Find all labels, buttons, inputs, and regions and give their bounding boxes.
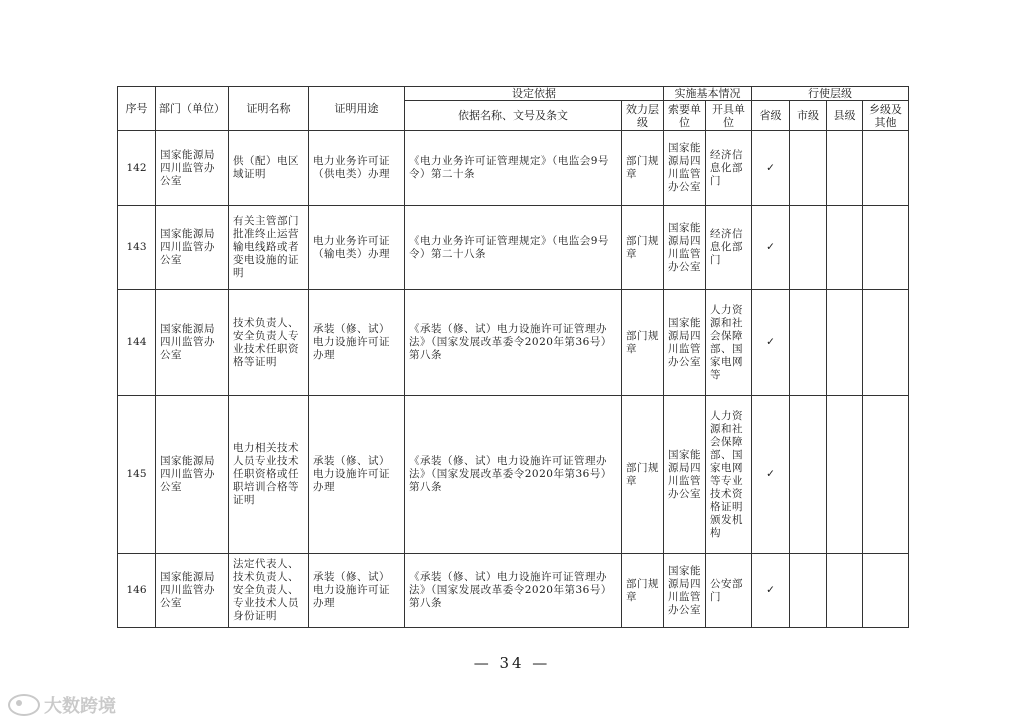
- cell-cert-name: 供（配）电区域证明: [229, 131, 309, 206]
- header-basis-doc: 依据名称、文号及条文: [405, 101, 622, 131]
- cell-town: [863, 206, 909, 290]
- header-basis-group: 设定依据: [405, 87, 664, 101]
- cell-cert-name: 法定代表人、技术负责人、安全负责人、专业技术人员身份证明: [229, 554, 309, 628]
- header-impl-req: 索要单位: [664, 101, 706, 131]
- watermark: [8, 692, 116, 718]
- header-impl-issue: 开具单位: [706, 101, 752, 131]
- table-row: [118, 131, 909, 206]
- header-cert-use: 证明用途: [309, 87, 405, 131]
- cell-dept: 国家能源局四川监管办公室: [156, 554, 229, 628]
- cell-basis-level: 部门规章: [622, 131, 664, 206]
- cell-province-check: ✓: [752, 290, 790, 396]
- cell-seq: 145: [118, 396, 156, 554]
- cell-dept: 国家能源局四川监管办公室: [156, 206, 229, 290]
- cell-province-check: ✓: [752, 554, 790, 628]
- table-row: [118, 290, 909, 396]
- page-number: — 34 —: [473, 654, 551, 672]
- cell-basis-level: 部门规章: [622, 554, 664, 628]
- header-county: 县级: [827, 101, 863, 131]
- cell-dept: 国家能源局四川监管办公室: [156, 290, 229, 396]
- cell-cert-use: 电力业务许可证（输电类）办理: [309, 206, 405, 290]
- cell-city: [790, 290, 827, 396]
- header-cert-name: 证明名称: [229, 87, 309, 131]
- header-impl-group: 实施基本情况: [664, 87, 752, 101]
- cell-county: [827, 554, 863, 628]
- table-row: [118, 206, 909, 290]
- cell-county: [827, 131, 863, 206]
- cell-impl-issue: 人力资源和社会保障部、国家电网等: [706, 290, 752, 396]
- cell-seq: 146: [118, 554, 156, 628]
- header-town: 乡级及其他: [863, 101, 909, 131]
- cell-county: [827, 290, 863, 396]
- cell-county: [827, 206, 863, 290]
- cell-county: [827, 396, 863, 554]
- cell-town: [863, 554, 909, 628]
- cell-province-check: ✓: [752, 206, 790, 290]
- header-province: 省级: [752, 101, 790, 131]
- speech-bubble-icon: [8, 694, 40, 716]
- cell-impl-req: 国家能源局四川监管办公室: [664, 554, 706, 628]
- cell-seq: 142: [118, 131, 156, 206]
- cell-province-check: ✓: [752, 131, 790, 206]
- table-row: [118, 396, 909, 554]
- cell-impl-issue: 经济信息化部门: [706, 131, 752, 206]
- header-admin-group: 行使层级: [752, 87, 909, 101]
- watermark-text: 大数跨境: [44, 696, 116, 717]
- cell-basis-level: 部门规章: [622, 396, 664, 554]
- cell-province-check: ✓: [752, 396, 790, 554]
- cell-cert-name: 电力相关技术人员专业技术任职资格或任职培训合格等证明: [229, 396, 309, 554]
- cell-basis-level: 部门规章: [622, 206, 664, 290]
- cell-basis-doc: 《承装（修、试）电力设施许可证管理办法》（国家发展改革委令2020年第36号）第八条: [405, 396, 622, 554]
- header-seq: 序号: [118, 87, 156, 131]
- cell-impl-req: 国家能源局四川监管办公室: [664, 206, 706, 290]
- cell-impl-req: 国家能源局四川监管办公室: [664, 396, 706, 554]
- cell-basis-doc: 《电力业务许可证管理规定》（电监会9号令）第二十八条: [405, 206, 622, 290]
- cell-basis-doc: 《承装（修、试）电力设施许可证管理办法》（国家发展改革委令2020年第36号）第八条: [405, 290, 622, 396]
- cell-basis-doc: 《承装（修、试）电力设施许可证管理办法》（国家发展改革委令2020年第36号）第八条: [405, 554, 622, 628]
- header-basis-level: 效力层级: [622, 101, 664, 131]
- cell-town: [863, 396, 909, 554]
- cell-impl-issue: 经济信息化部门: [706, 206, 752, 290]
- cell-city: [790, 554, 827, 628]
- table-row: [118, 554, 909, 628]
- header-city: 市级: [790, 101, 827, 131]
- header-dept: 部门（单位）: [156, 87, 229, 131]
- cell-dept: 国家能源局四川监管办公室: [156, 396, 229, 554]
- cell-town: [863, 290, 909, 396]
- cell-cert-use: 承装（修、试）电力设施许可证办理: [309, 554, 405, 628]
- header-row-top: [118, 87, 909, 101]
- cell-cert-use: 承装（修、试）电力设施许可证办理: [309, 290, 405, 396]
- cell-city: [790, 396, 827, 554]
- cell-cert-use: 承装（修、试）电力设施许可证办理: [309, 396, 405, 554]
- cell-seq: 144: [118, 290, 156, 396]
- cell-dept: 国家能源局四川监管办公室: [156, 131, 229, 206]
- cell-basis-doc: 《电力业务许可证管理规定》（电监会9号令）第二十条: [405, 131, 622, 206]
- cell-city: [790, 131, 827, 206]
- cell-town: [863, 131, 909, 206]
- cell-impl-issue: 公安部门: [706, 554, 752, 628]
- cell-seq: 143: [118, 206, 156, 290]
- cell-cert-name: 技术负责人、安全负责人专业技术任职资格等证明: [229, 290, 309, 396]
- cell-basis-level: 部门规章: [622, 290, 664, 396]
- cell-cert-name: 有关主管部门批准终止运营输电线路或者变电设施的证明: [229, 206, 309, 290]
- cell-city: [790, 206, 827, 290]
- cell-impl-issue: 人力资源和社会保障部、国家电网等专业技术资格证明颁发机构: [706, 396, 752, 554]
- certificate-table: [117, 86, 909, 628]
- cell-cert-use: 电力业务许可证（供电类）办理: [309, 131, 405, 206]
- cell-impl-req: 国家能源局四川监管办公室: [664, 131, 706, 206]
- cell-impl-req: 国家能源局四川监管办公室: [664, 290, 706, 396]
